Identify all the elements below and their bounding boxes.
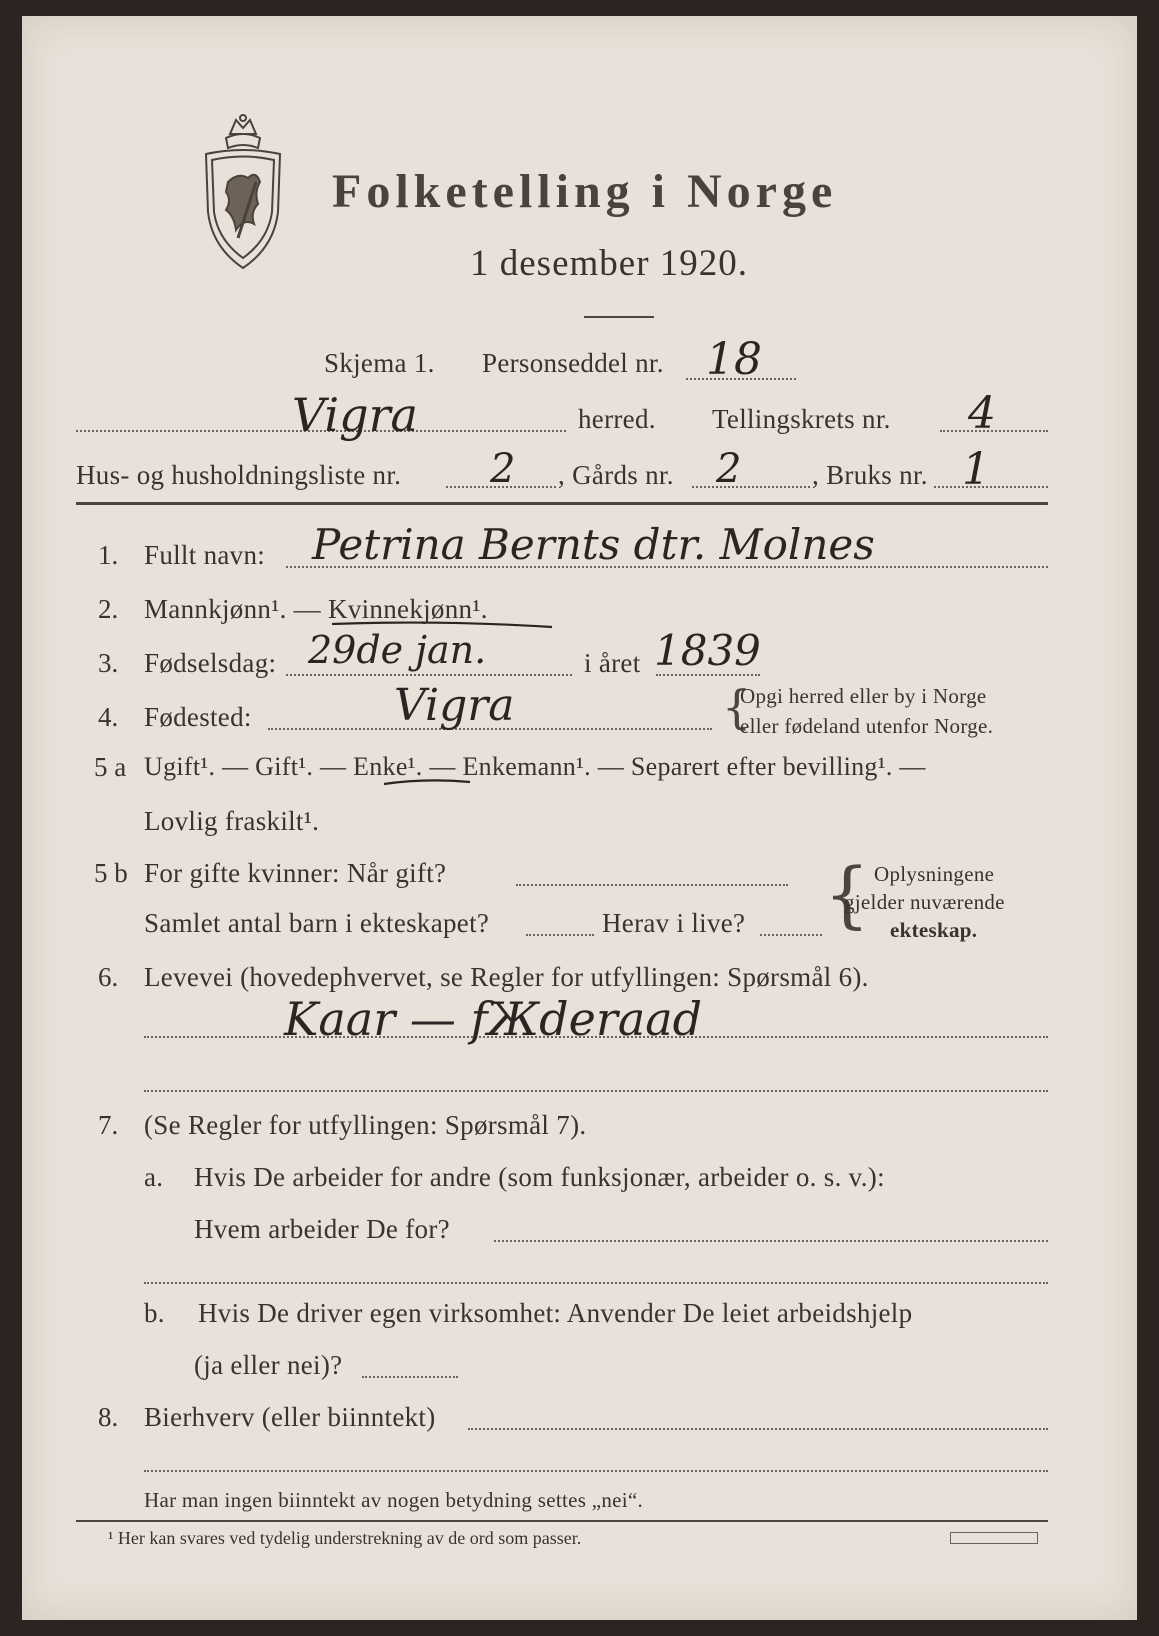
gards-value[interactable]: 2 <box>716 446 742 492</box>
q7-number: 7. <box>98 1110 119 1140</box>
side-income-line-2 <box>144 1470 1048 1472</box>
children-count-line <box>526 934 594 936</box>
married-when-line <box>516 884 788 886</box>
birthplace-value[interactable]: Vigra <box>394 680 515 731</box>
schema-label: Skjema 1. <box>324 348 435 378</box>
q5b-line-1: For gifte kvinner: Når gift? <box>144 858 447 888</box>
gards-line <box>692 486 810 488</box>
year-label: i året <box>584 648 641 678</box>
personseddel-value[interactable]: 18 <box>706 334 762 385</box>
q4-number: 4. <box>98 702 119 732</box>
herred-value[interactable]: Vigra <box>292 388 418 442</box>
children-alive-line <box>760 934 822 936</box>
hired-help-line <box>362 1376 458 1378</box>
q5b-children-label: Samlet antal barn i ekteskapet? <box>144 908 490 938</box>
header-rule <box>76 502 1048 505</box>
q5b-brace: { <box>824 852 870 936</box>
q3-line <box>286 674 572 676</box>
title-divider <box>584 316 654 318</box>
q1-label: Fullt navn: <box>144 540 266 570</box>
hus-value[interactable]: 2 <box>490 446 516 492</box>
bruks-label: , Bruks nr. <box>812 460 928 490</box>
employer-line-2 <box>144 1282 1048 1284</box>
q4-note-1: Opgi herred eller by i Norge <box>740 684 987 708</box>
footer-rule <box>76 1520 1048 1522</box>
printer-stamp <box>950 1532 1038 1544</box>
occupation-value[interactable]: Kaar — fЖderaad <box>284 992 703 1046</box>
q5a-line-2: Lovlig fraskilt¹. <box>144 806 320 836</box>
q7b-line-1: Hvis De driver egen virksomhet: Anvender De leiet arbeidshjelp <box>198 1298 913 1328</box>
census-date: 1 desember 1920. <box>470 243 749 284</box>
q7b-line-2: (ja eller nei)? <box>194 1350 343 1380</box>
gards-label: , Gårds nr. <box>558 460 674 490</box>
q5a-marital-options: Ugift¹. — Gift¹. — Enke¹. — Enkemann¹. — Separert efter bevilling¹. — <box>144 752 926 781</box>
q8-label: Bierhverv (eller biinntekt) <box>144 1402 436 1432</box>
q8-note: Har man ingen biinntekt av nogen betydning settes „nei“. <box>144 1488 644 1512</box>
q7-label: (Se Regler for utfyllingen: Spørsmål 7). <box>144 1110 587 1140</box>
q3-number: 3. <box>98 648 119 678</box>
coat-of-arms-icon <box>198 112 288 272</box>
footnote: ¹ Her kan svares ved tydelig understrekning av de ord som passer. <box>108 1528 582 1548</box>
q4-brace: { <box>722 680 752 734</box>
herred-label: herred. <box>578 404 656 434</box>
q1-fullname-value[interactable]: Petrina Bernts dtr. Molnes <box>312 520 875 569</box>
q5b-note-1: Oplysningene <box>874 862 995 886</box>
bruks-line <box>934 486 1048 488</box>
birthday-value[interactable]: 29de jan. <box>308 628 487 672</box>
q6-label: Levevei (hovedерhvervet, se Regler for utfyllingen: Spørsmål 6). <box>144 962 869 992</box>
tellingskrets-label: Tellingskrets nr. <box>712 404 891 434</box>
side-income-line <box>468 1428 1048 1430</box>
year-value[interactable]: 1839 <box>654 626 761 675</box>
personseddel-label: Personseddel nr. <box>482 348 664 378</box>
q2-number: 2. <box>98 594 119 624</box>
q5b-number: 5 b <box>94 858 128 888</box>
hus-label: Hus- og husholdningsliste nr. <box>76 460 402 490</box>
enke-underline <box>382 776 472 790</box>
q7b-letter: b. <box>144 1298 165 1328</box>
q7a-line-1: Hvis De arbeider for andre (som funksjonær, arbeider o. s. v.): <box>194 1162 885 1192</box>
bruks-value[interactable]: 1 <box>962 444 990 495</box>
q4-note-2: eller fødeland utenfor Norge. <box>740 714 994 738</box>
q5b-note-3: ekteskap. <box>890 918 978 942</box>
q5b-note-2: gjelder nuværende <box>844 890 1005 914</box>
q7a-line-2: Hvem arbeider De for? <box>194 1214 450 1244</box>
employer-line <box>494 1240 1048 1242</box>
q1-number: 1. <box>98 540 119 570</box>
census-form <box>22 16 1137 1620</box>
q2-gender-options: Mannkjønn¹. — Kvinnekjønn¹. <box>144 594 488 624</box>
q5a-number: 5 a <box>94 752 127 782</box>
tellingskrets-value[interactable]: 4 <box>968 388 996 439</box>
q5b-alive-label: Herav i live? <box>602 908 746 938</box>
q8-number: 8. <box>98 1402 119 1432</box>
form-title: Folketelling i Norge <box>332 165 838 218</box>
q7a-letter: a. <box>144 1162 164 1192</box>
q6-number: 6. <box>98 962 119 992</box>
q4-label: Fødested: <box>144 702 252 732</box>
q3-label: Fødselsdag: <box>144 648 277 678</box>
q6-line-2 <box>144 1090 1048 1092</box>
